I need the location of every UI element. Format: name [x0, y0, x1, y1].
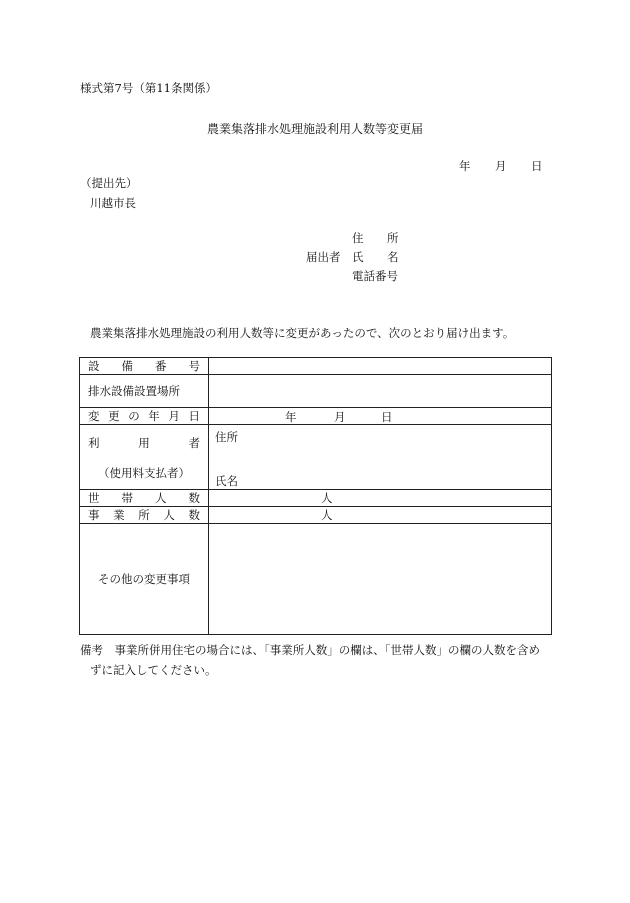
- equipment-number-field[interactable]: [209, 358, 552, 375]
- table-row: [80, 490, 552, 507]
- installation-place-label: 排水設備設置場所: [80, 375, 209, 408]
- table-row: [80, 375, 552, 408]
- date-day-label: 日: [531, 159, 543, 173]
- document-title: 農業集落排水処理施設利用人数等変更届: [206, 122, 423, 136]
- date-year-label: 年: [459, 159, 471, 173]
- other-changes-label: その他の変更事項: [80, 524, 209, 635]
- submitter-phone-label: 電話番号: [352, 269, 398, 283]
- change-form-table: [79, 357, 552, 635]
- recipient-name: 川越市長: [90, 196, 136, 210]
- user-label: 利用者: [88, 436, 200, 450]
- user-field[interactable]: [209, 425, 552, 490]
- user-label-cell: [80, 425, 209, 490]
- intro-text: 農業集落排水処理施設の利用人数等に変更があったので、次のとおり届け出ます。: [90, 326, 515, 340]
- table-row: [80, 408, 552, 425]
- note-line-1: 備考 事業所併用住宅の場合には、「事業所人数」の欄は、「世帯人数」の欄の人数を含め: [80, 643, 540, 657]
- equipment-number-label: 設備番号: [80, 358, 209, 375]
- user-name-label: 氏名: [215, 474, 238, 488]
- household-count-label: 世帯人数: [80, 490, 209, 507]
- form-number: 様式第7号（第11条関係）: [80, 81, 217, 95]
- user-sub-label: （使用料支払者）: [98, 466, 190, 480]
- other-changes-field[interactable]: [209, 524, 552, 635]
- submitter-address-label-b: 所: [387, 231, 399, 245]
- business-unit: 人: [321, 508, 333, 522]
- household-unit: 人: [321, 491, 333, 505]
- recipient-label: （提出先）: [80, 176, 138, 190]
- submitter-name-label-a: 氏: [352, 250, 364, 264]
- table-row: [80, 425, 552, 490]
- change-date-label: 変更の年月日: [80, 408, 209, 425]
- submitter-name-label-b: 名: [387, 250, 399, 264]
- household-count-field[interactable]: [209, 490, 552, 507]
- change-date-field[interactable]: [209, 408, 552, 425]
- table-row: [80, 524, 552, 635]
- installation-place-field[interactable]: [209, 375, 552, 408]
- submitter-address-label-a: 住: [352, 231, 364, 245]
- change-date-month: 月: [334, 410, 346, 424]
- change-date-day: 日: [381, 410, 393, 424]
- note-line-2: ずに記入してください。: [90, 663, 217, 677]
- table-row: [80, 507, 552, 524]
- business-count-label: 事業所人数: [80, 507, 209, 524]
- date-month-label: 月: [495, 159, 507, 173]
- business-count-field[interactable]: [209, 507, 552, 524]
- table-row: [80, 358, 552, 375]
- user-address-label: 住所: [215, 430, 238, 444]
- change-date-year: 年: [285, 410, 297, 424]
- filer-label: 届出者: [306, 250, 341, 264]
